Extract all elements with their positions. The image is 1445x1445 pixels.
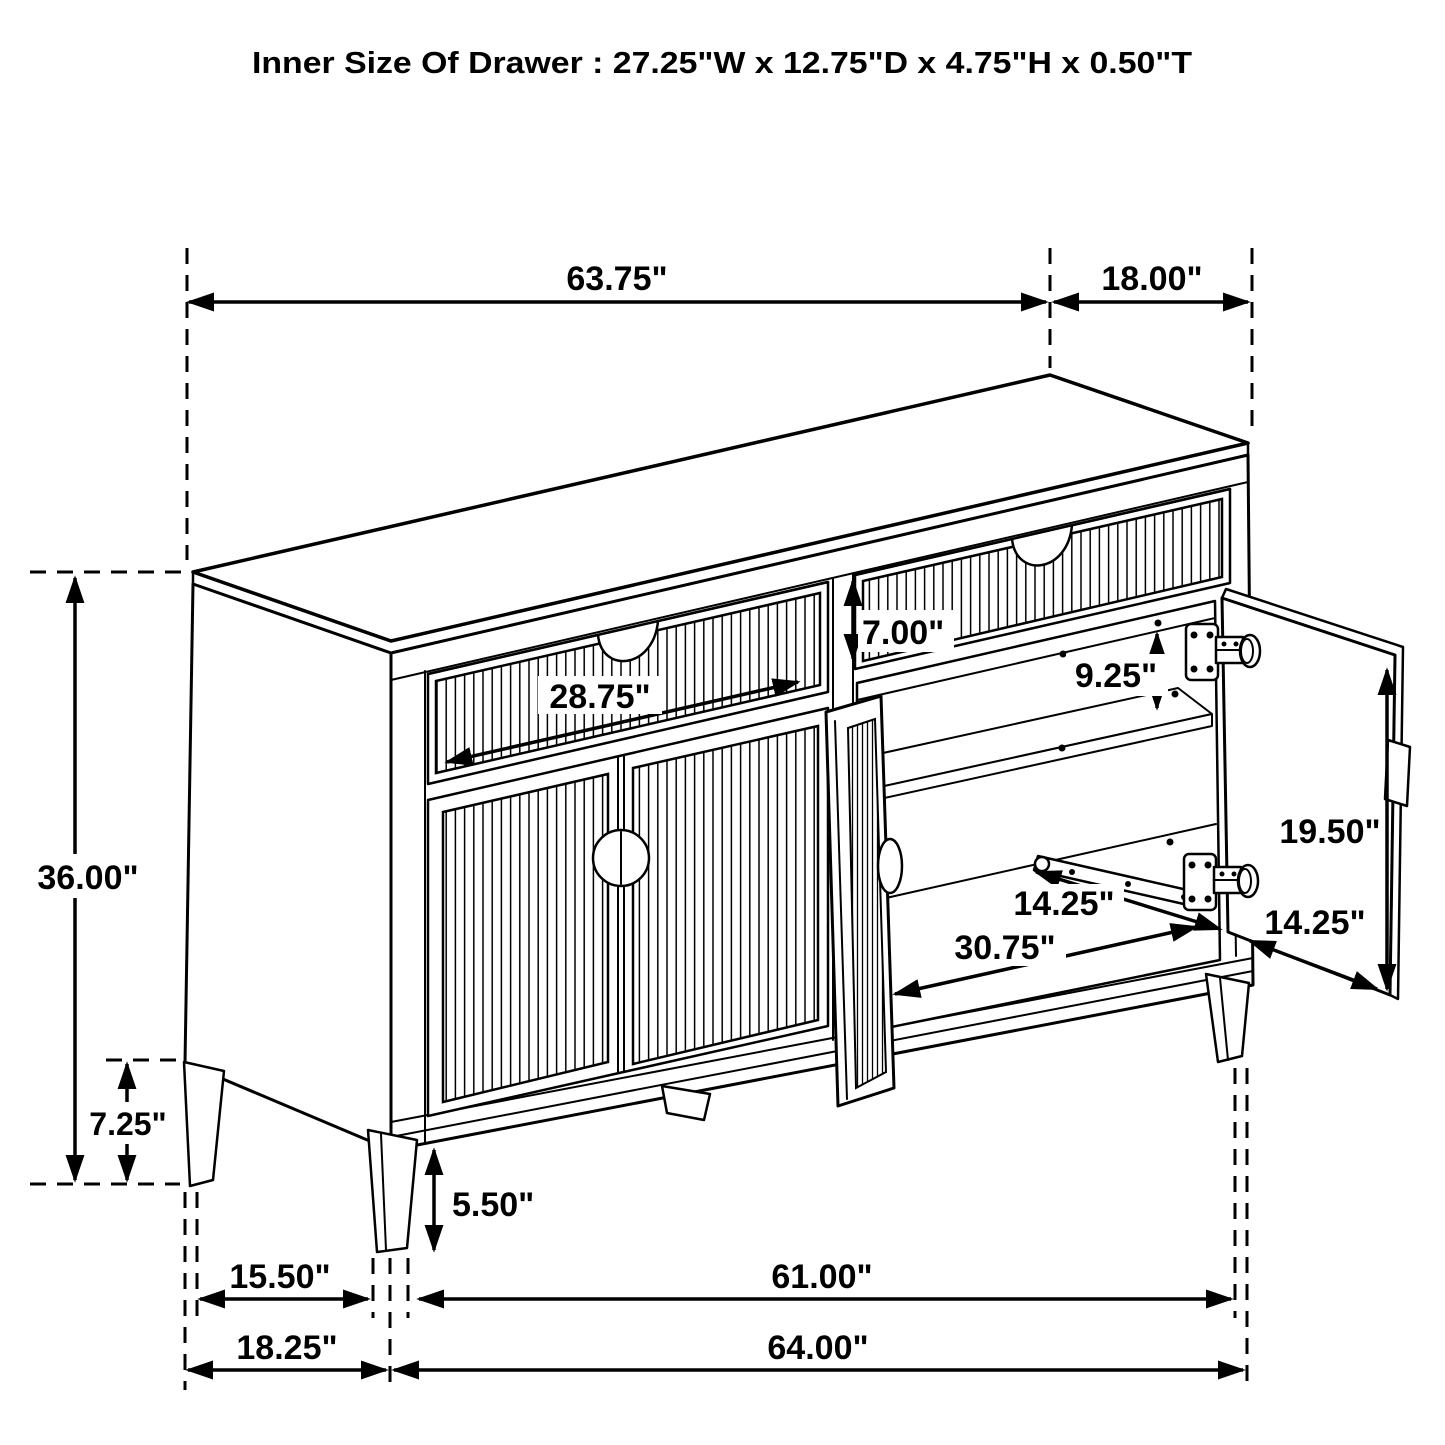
dimension-top-depth (1054, 260, 1248, 302)
dim-label-top-width: 63.75" (566, 260, 668, 298)
left-side-panel (185, 584, 391, 1150)
dim-label-interior-width: 30.75" (954, 929, 1056, 967)
dimension-left-outer-span (188, 1329, 386, 1370)
dim-label-drawer-width: 28.75" (549, 678, 651, 716)
dim-label-door-width: 14.25" (1264, 904, 1366, 942)
dimension-leg-height (434, 1150, 534, 1250)
dim-label-leg-height: 5.50" (452, 1186, 535, 1224)
dim-label-interior-depth: 14.25" (1013, 885, 1115, 923)
middle-door-knob (878, 839, 902, 893)
dim-label-left-inner-span: 15.50" (229, 1258, 331, 1296)
dim-label-top-depth: 18.00" (1101, 260, 1203, 298)
dimension-overall-height (24, 578, 152, 1180)
back-left-leg (184, 1062, 224, 1186)
dim-label-front-outer-span: 64.00" (767, 1329, 869, 1367)
dimension-front-outer-span (394, 1329, 1243, 1370)
dim-label-overall-height: 36.00" (37, 859, 139, 897)
front-left-leg (368, 1130, 417, 1252)
dim-label-drawer-height: 7.00" (862, 614, 945, 652)
sideboard-line-drawing (184, 375, 1410, 1252)
dimension-leg-clearance (78, 1064, 178, 1180)
dim-label-left-outer-span: 18.25" (236, 1329, 338, 1367)
dim-label-shelf-clearance: 9.25" (1074, 657, 1158, 695)
dim-label-front-inner-span: 61.00" (771, 1258, 873, 1296)
dim-label-door-height: 19.50" (1279, 813, 1381, 851)
page-title: Inner Size Of Drawer : 27.25"W x 12.75"D x 4.75"H x 0.50"T (252, 45, 1193, 80)
dimension-left-inner-span (200, 1258, 368, 1299)
dimension-top-width (189, 260, 1046, 302)
dim-label-leg-clearance: 7.25" (89, 1106, 167, 1142)
dimension-front-inner-span (419, 1258, 1231, 1299)
